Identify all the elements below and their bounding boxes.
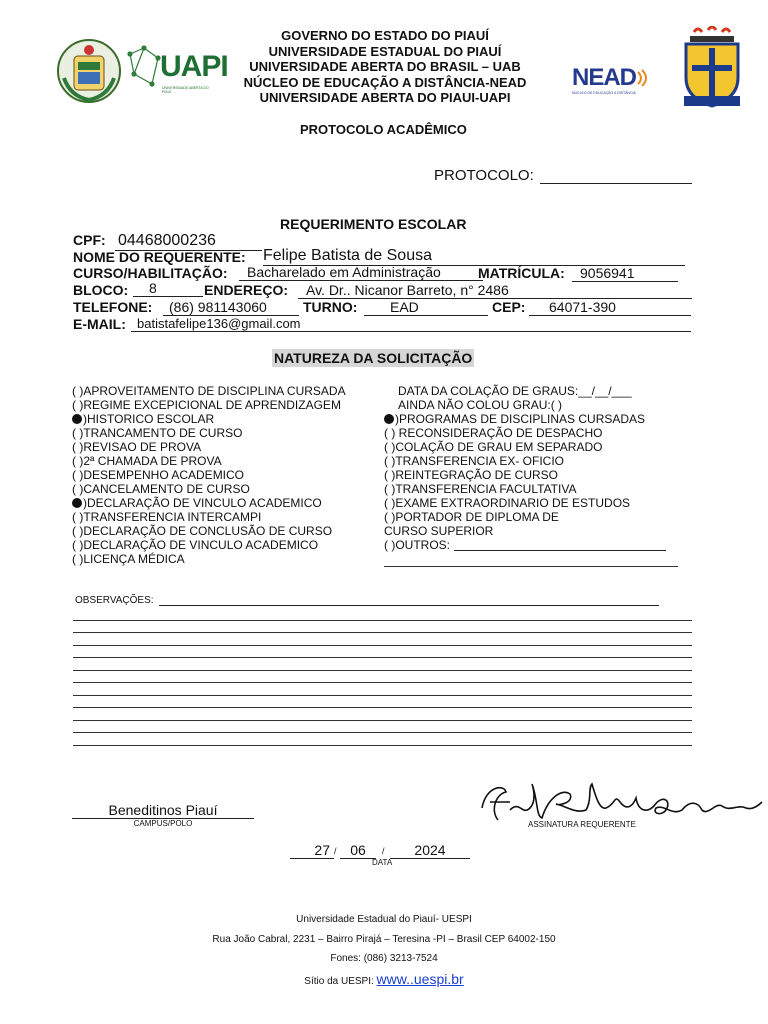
- curso-label: CURSO/HABILITAÇÃO:: [73, 265, 228, 281]
- observation-line[interactable]: [73, 745, 692, 746]
- option-text: ( )DESEMPENHO ACADEMICO: [72, 468, 245, 482]
- outros-extra-line: [384, 566, 678, 567]
- option-item[interactable]: [72, 510, 382, 524]
- form-title: REQUERIMENTO ESCOLAR: [280, 216, 467, 232]
- option-text: ( )TRANSFERENCIA EX- OFICIO: [384, 454, 565, 468]
- observation-line[interactable]: [73, 695, 692, 696]
- observation-line[interactable]: [73, 682, 692, 683]
- option-text: ( )2ª CHAMADA DE PROVA: [72, 454, 222, 468]
- option-text: ( )REVISAO DE PROVA: [72, 440, 202, 454]
- option-item[interactable]: [384, 510, 684, 524]
- natureza-title: NATUREZA DA SOLICITAÇÃO: [274, 350, 473, 366]
- telefone-value[interactable]: (86) 981143060: [163, 299, 299, 316]
- observacoes-first-line: [159, 605, 659, 606]
- footer-line: Fones: (086) 3213-7524: [330, 953, 438, 964]
- piaui-seal-logo: [56, 38, 122, 104]
- footer-line: Universidade Estadual do Piauí- UESPI: [296, 914, 472, 925]
- option-text: ( )DECLARAÇÃO DE VINCULO ACADEMICO: [72, 538, 319, 552]
- header-line: GOVERNO DO ESTADO DO PIAUÍ: [281, 28, 489, 43]
- site-link[interactable]: www..uespi.br: [376, 971, 464, 987]
- protocolo-label: PROTOCOLO:: [434, 167, 534, 184]
- outros-line: [454, 550, 666, 551]
- turno-label: TURNO:: [303, 299, 358, 315]
- date-separator: /: [334, 846, 337, 856]
- option-text: ( ) RECONSIDERAÇÃO DE DESPACHO: [384, 426, 603, 440]
- matricula-value[interactable]: 9056941: [572, 265, 678, 282]
- uespi-crest-logo: [680, 26, 744, 110]
- option-text: ( )TRANSFERENCIA FACULTATIVA: [384, 482, 577, 496]
- option-item[interactable]: [384, 440, 684, 454]
- cep-label: CEP:: [492, 299, 526, 315]
- header-line: NÚCLEO DE EDUCAÇÃO A DISTÂNCIA-NEAD: [243, 74, 527, 90]
- email-row: [73, 316, 693, 334]
- observation-line[interactable]: [73, 670, 692, 671]
- observation-line[interactable]: [73, 645, 692, 646]
- option-item[interactable]: [384, 412, 684, 426]
- signature-text: [476, 780, 487, 781]
- option-item[interactable]: [72, 412, 382, 426]
- nome-value[interactable]: Felipe Batista de Sousa: [263, 247, 685, 266]
- right-options-list: [384, 384, 684, 552]
- option-text: ( )DECLARAÇÃO DE CONCLUSÃO DE CURSO: [72, 524, 333, 538]
- telefone-label: TELEFONE:: [73, 299, 153, 315]
- email-label: E-MAIL:: [73, 316, 126, 332]
- header-line: UNIVERSIDADE ABERTA DO BRASIL – UAB: [249, 59, 521, 74]
- nead-logo: [572, 64, 652, 100]
- option-text: ( )PORTADOR DE DIPLOMA DE: [384, 510, 559, 524]
- campus-value: Beneditinos Piauí: [72, 802, 254, 819]
- option-item: [384, 524, 684, 538]
- checked-mark-icon: [72, 414, 82, 424]
- date-day: 27: [290, 842, 334, 859]
- observation-line[interactable]: [73, 657, 692, 658]
- turno-value[interactable]: EAD: [364, 299, 488, 316]
- option-text: ( )LICENÇA MÉDICA: [72, 552, 185, 566]
- option-text: ( )CANCELAMENTO DE CURSO: [72, 482, 250, 496]
- signature-field[interactable]: [476, 780, 766, 830]
- option-item[interactable]: [72, 496, 382, 510]
- bloco-value[interactable]: 8: [133, 280, 203, 297]
- option-text: AINDA NÃO COLOU GRAU:( ): [398, 398, 563, 412]
- protocolo-line: [540, 183, 692, 184]
- observacoes-label: OBSERVAÇÕES:: [75, 595, 154, 606]
- observation-line[interactable]: [73, 732, 692, 733]
- institution-header: [220, 28, 550, 106]
- option-text: )PROGRAMAS DE DISCIPLINAS CURSADAS: [395, 412, 646, 426]
- option-item[interactable]: [384, 384, 684, 398]
- uapi-logo-text: UAPI: [160, 50, 228, 83]
- observation-line[interactable]: [73, 632, 692, 633]
- telefone-row: [73, 299, 693, 317]
- option-item[interactable]: [72, 552, 382, 566]
- observation-line[interactable]: [73, 620, 692, 621]
- endereco-label: ENDEREÇO:: [204, 282, 289, 298]
- curso-value[interactable]: Bacharelado em Administração: [239, 264, 483, 281]
- option-item[interactable]: [384, 398, 684, 412]
- left-options-list: [72, 384, 382, 566]
- date-separator: /: [382, 846, 385, 856]
- option-text: ( )REINTEGRAÇÃO DE CURSO: [384, 468, 559, 482]
- checked-mark-icon: [384, 414, 394, 424]
- date-month: 06: [340, 842, 376, 859]
- option-item[interactable]: [384, 538, 684, 552]
- option-item[interactable]: [384, 426, 684, 440]
- option-item[interactable]: [384, 468, 684, 482]
- option-item[interactable]: [72, 468, 382, 482]
- endereco-value[interactable]: Av. Dr.. Nicanor Barreto, n° 2486: [298, 282, 692, 299]
- option-item[interactable]: [384, 496, 684, 510]
- header-line: UNIVERSIDADE ABERTA DO PIAUI-UAPI: [259, 90, 511, 105]
- footer-line: Rua João Cabral, 2231 – Bairro Pirajá – Teresina -PI – Brasil CEP 64002-150: [212, 934, 556, 945]
- campus-field[interactable]: [72, 802, 254, 828]
- bloco-label: BLOCO:: [73, 282, 129, 298]
- observacoes-field[interactable]: [75, 595, 665, 606]
- checked-mark-icon: [72, 498, 82, 508]
- site-label: Sítio da UESPI:: [304, 976, 374, 987]
- option-text: ( )OUTROS:: [384, 538, 450, 552]
- cpf-label: CPF:: [73, 232, 106, 248]
- option-item[interactable]: [72, 426, 382, 440]
- option-text: ( )TRANCAMENTO DE CURSO: [72, 426, 243, 440]
- protocolo-field[interactable]: [434, 167, 694, 185]
- option-text: CURSO SUPERIOR: [384, 524, 494, 538]
- option-item[interactable]: [384, 454, 684, 468]
- option-text: DATA DA COLAÇÃO DE GRAUS:__/__/___: [398, 384, 632, 398]
- option-text: ( )EXAME EXTRAORDINARIO DE ESTUDOS: [384, 496, 631, 510]
- option-text: ( )APROVEITAMENTO DE DISCIPLINA CURSADA: [72, 384, 346, 398]
- uapi-logo-subtitle: UNIVERSIDADE ABERTA DO PIAUÍ: [162, 86, 209, 94]
- option-text: ( )REGIME EXCEPICIONAL DE APRENDIZAGEM: [72, 398, 341, 412]
- date-label: DATA: [372, 858, 393, 867]
- option-item[interactable]: [72, 440, 382, 454]
- option-item[interactable]: [72, 398, 382, 412]
- bloco-row: [73, 282, 693, 300]
- email-value[interactable]: batistafelipe136@gmail.com: [131, 316, 691, 332]
- cpf-value[interactable]: 04468000236: [115, 232, 262, 251]
- nome-label: NOME DO REQUERENTE:: [73, 249, 246, 265]
- option-item[interactable]: [72, 524, 382, 538]
- assinatura-label: ASSINATURA REQUERENTE: [528, 820, 636, 829]
- observation-line[interactable]: [73, 720, 692, 721]
- nead-logo-text: NEAD: [572, 64, 637, 91]
- footer-site: [0, 971, 768, 987]
- date-year: 2024: [390, 842, 470, 859]
- matricula-label: MATRÍCULA:: [478, 265, 565, 281]
- option-item[interactable]: [72, 454, 382, 468]
- header-line: UNIVERSIDADE ESTADUAL DO PIAUÍ: [268, 43, 502, 59]
- option-item[interactable]: [384, 482, 684, 496]
- option-item[interactable]: [72, 384, 382, 398]
- option-item[interactable]: [72, 482, 382, 496]
- nead-logo-subtitle: NÚCLEO DE EDUCAÇÃO A DISTÂNCIA: [572, 91, 636, 95]
- option-text: )HISTORICO ESCOLAR: [83, 412, 215, 426]
- option-text: ( )COLAÇÃO DE GRAU EM SEPARADO: [384, 440, 603, 454]
- option-text: )DECLARAÇÃO DE VINCULO ACADEMICO: [83, 496, 322, 510]
- observation-line[interactable]: [73, 707, 692, 708]
- option-item[interactable]: [72, 538, 382, 552]
- option-text: ( )TRANSFERENCIA INTERCAMPI: [72, 510, 262, 524]
- protocol-subtitle: PROTOCOLO ACADÊMICO: [300, 122, 467, 137]
- cep-value[interactable]: 64071-390: [529, 299, 691, 316]
- uapi-logo: [124, 44, 228, 96]
- campus-label: CAMPUS/POLO: [133, 819, 193, 828]
